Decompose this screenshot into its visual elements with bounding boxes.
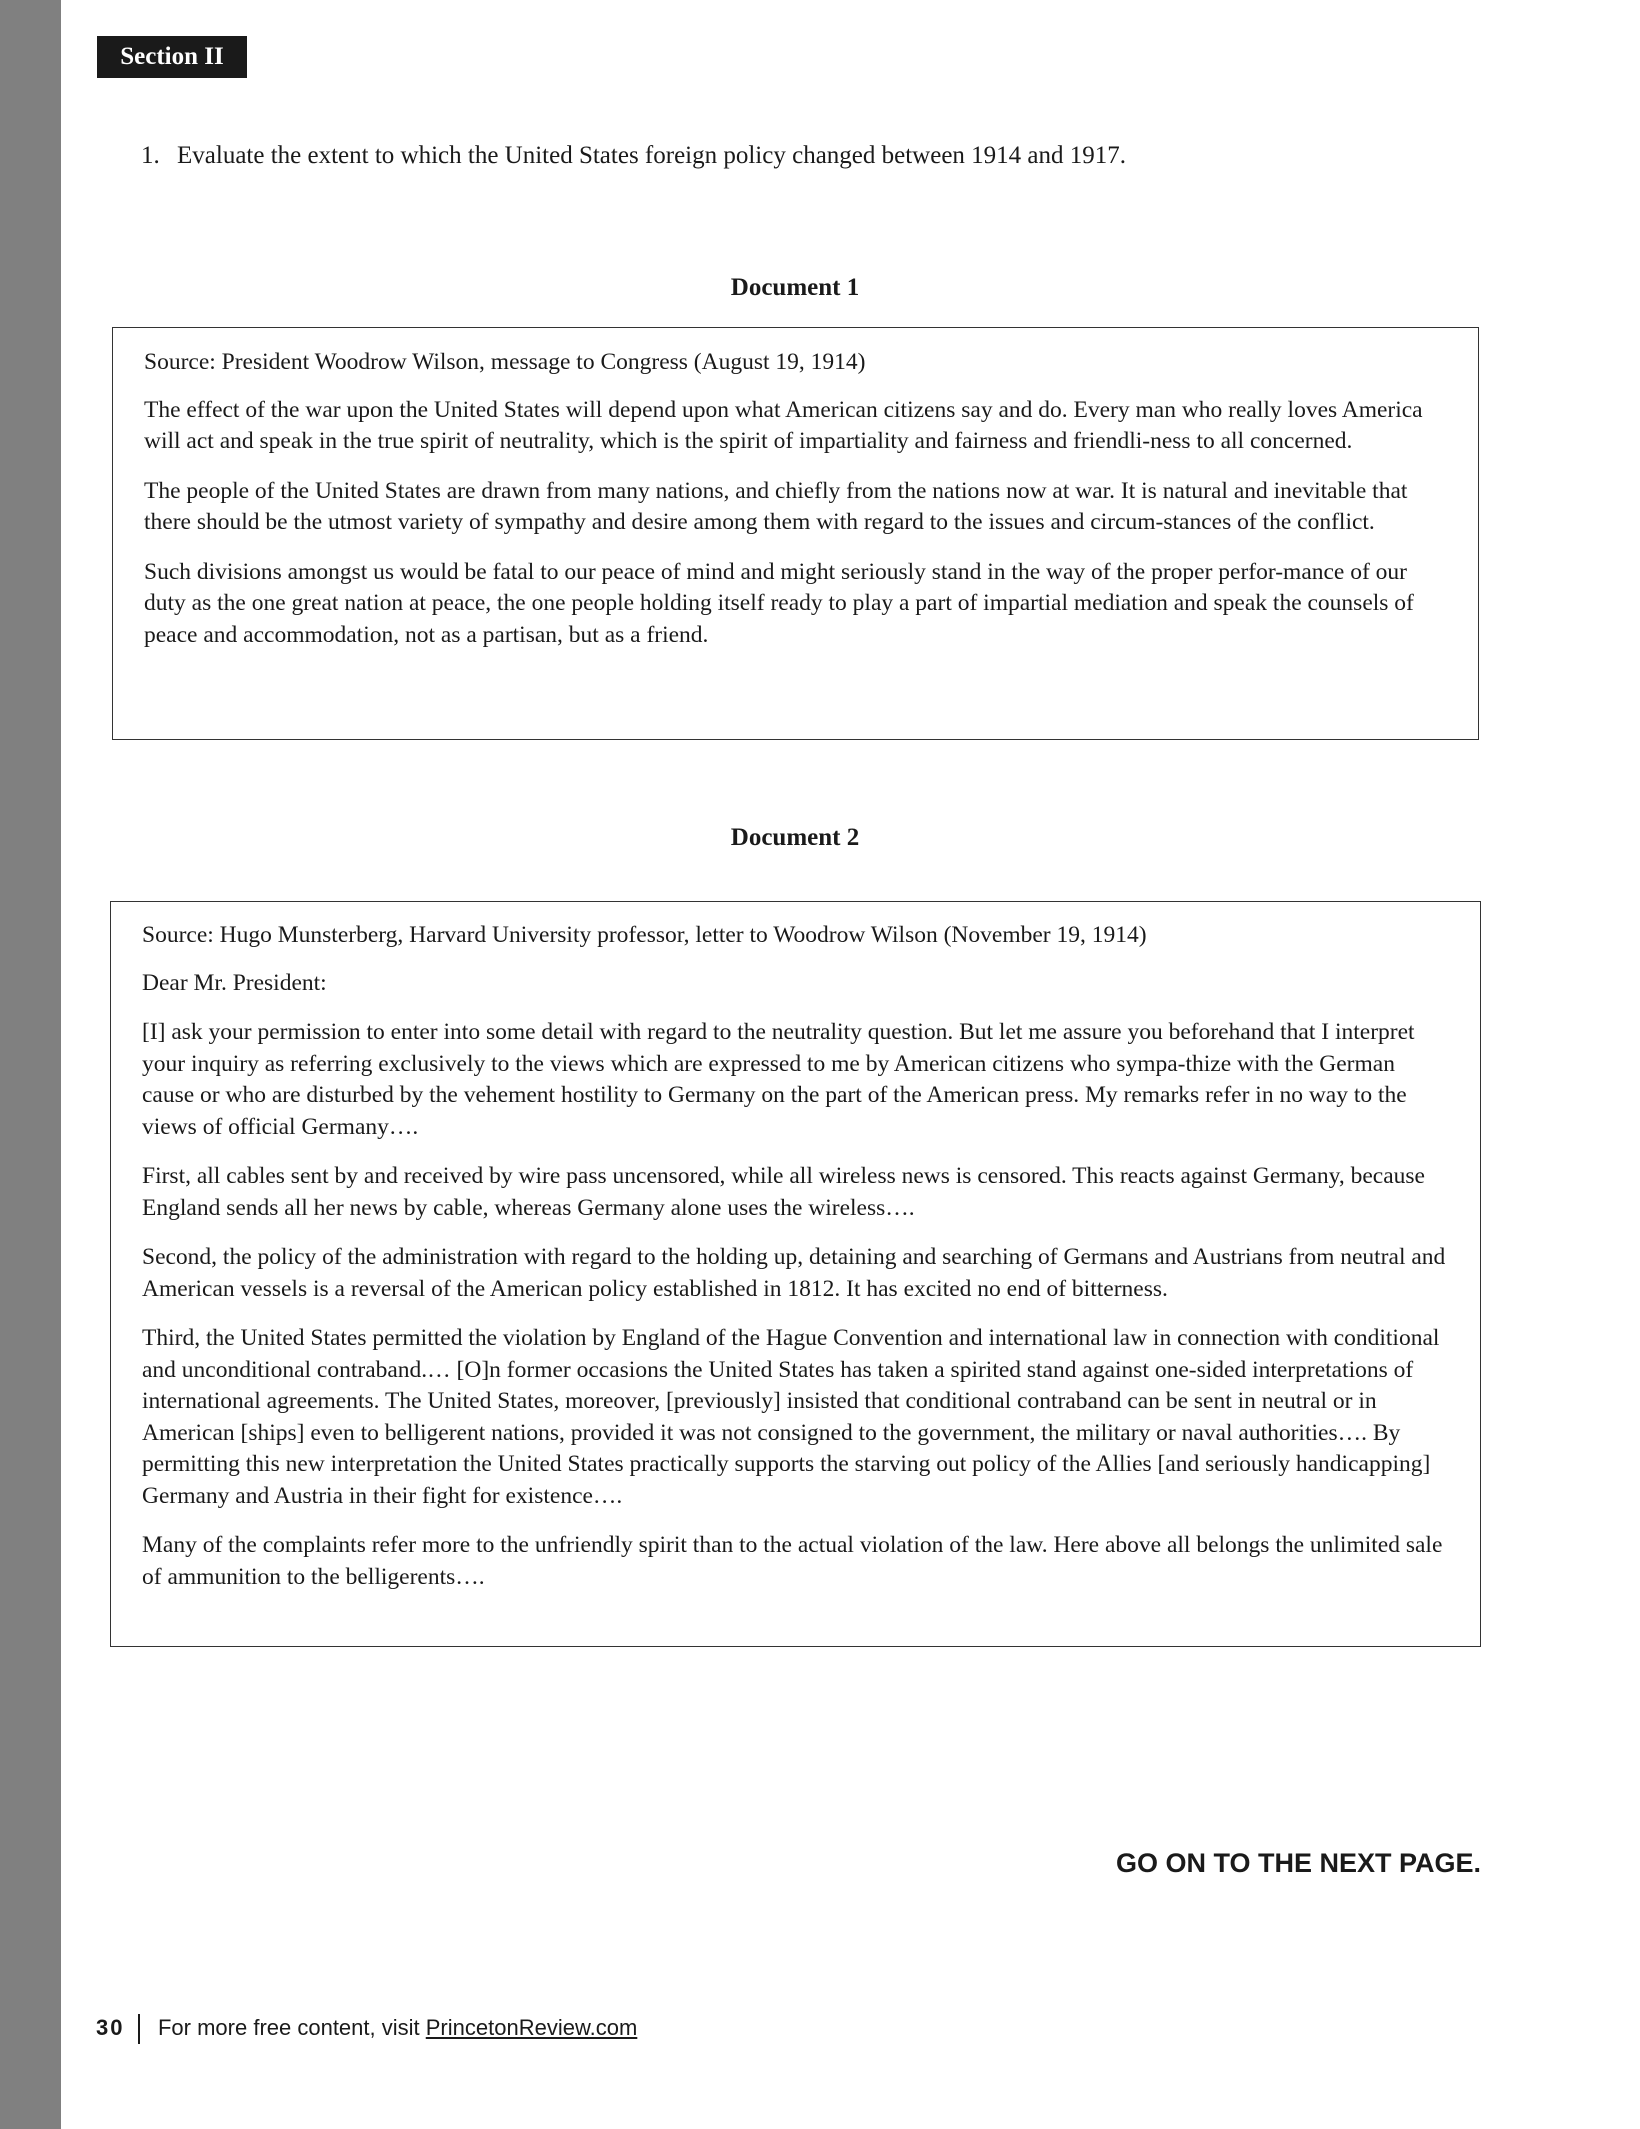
document-1-source: Source: President Woodrow Wilson, message to Congress (August 19, 1914) — [144, 349, 866, 375]
page-number: 30 — [96, 2015, 125, 2040]
document-1-paragraph: The effect of the war upon the United States will depend upon what American citizens say and do. Every man who really loves America will act and speak in the true spirit of neutrality, which is the spirit of impartiality and fairness and friendli-ness to all concerned. — [144, 396, 1423, 454]
document-2-paragraph: [I] ask your permission to enter into some detail with regard to the neutrality question. But let me assure you beforehand that I interpret your inquiry as referring exclusively to the views which are expressed to me by American citizens who sympa-thize with the German cause or who are disturbed by the vehement hostility to Germany on the part of the American press. My remarks refer in no way to the views of official Germany…. — [142, 1019, 1415, 1140]
document-2-heading: Document 2 — [730, 824, 860, 851]
section-label: Section II — [97, 36, 247, 78]
document-2-paragraph: Many of the complaints refer more to the unfriendly spirit than to the actual violation of the law. Here above all belongs the unlimited sale of ammunition to the belligerents…. — [142, 1532, 1443, 1590]
question-number: 1. — [141, 142, 160, 169]
go-on-notice: GO ON TO THE NEXT PAGE. — [1115, 1848, 1481, 1878]
document-2-paragraph: Third, the United States permitted the violation by England of the Hague Convention and international law in connection with conditional and unconditional contraband.… [O]n former occasions the United States has taken a spirited stand against one-sided interpretations of international agreements. The United States, moreover, [previously] insisted that conditional contraband can be sent in neutral or in American [ships] even to belligerent nations, provided it was not consigned to the government, the military or naval authorities…. By permitting this new interpretation the United States practically supports the starving out policy of the Allies [and seriously handicapping] Germany and Austria in their fight for existence…. — [142, 1325, 1440, 1509]
document-1-heading: Document 1 — [730, 274, 860, 301]
document-1-paragraph: The people of the United States are drawn from many nations, and chiefly from the nations now at war. It is natural and inevitable that there should be the utmost variety of sympathy and desire among them with regard to the issues and circum-stances of the conflict. — [144, 477, 1408, 535]
footer-link[interactable]: PrincetonReview.com — [425, 2015, 638, 2040]
document-2-paragraph: First, all cables sent by and received by wire pass uncensored, while all wireless news is censored. This reacts against Germany, because England sends all her news by cable, whereas Germany alone uses the wireless…. — [142, 1163, 1425, 1221]
document-2-box — [110, 901, 1481, 1647]
document-1-paragraph: Such divisions amongst us would be fatal to our peace of mind and might seriously stand in the way of the proper perfor-mance of our duty as the one great nation at peace, the one people holding itself ready to play a part of impartial mediation and speak the counsels of peace and accommodation, not as a partisan, but as a friend. — [144, 558, 1414, 648]
page-footer — [96, 2012, 637, 2044]
document-1-box — [112, 327, 1479, 740]
page-gutter — [0, 0, 61, 2129]
footer-divider — [138, 2014, 140, 2044]
document-2-paragraph: Second, the policy of the administration with regard to the holding up, detaining and searching of Germans and Austrians from neutral and American vessels is a reversal of the American policy established in 1812. It has excited no end of bitterness. — [142, 1244, 1446, 1302]
document-2-salutation: Dear Mr. President: — [142, 969, 327, 996]
question-text: Evaluate the extent to which the United States foreign policy changed between 1914 and 1917. — [177, 142, 1127, 169]
question — [141, 140, 1126, 172]
document-2-source: Source: Hugo Munsterberg, Harvard University professor, letter to Woodrow Wilson (November 19, 1914) — [142, 922, 1147, 948]
footer-text: For more free content, visit — [157, 2015, 426, 2040]
